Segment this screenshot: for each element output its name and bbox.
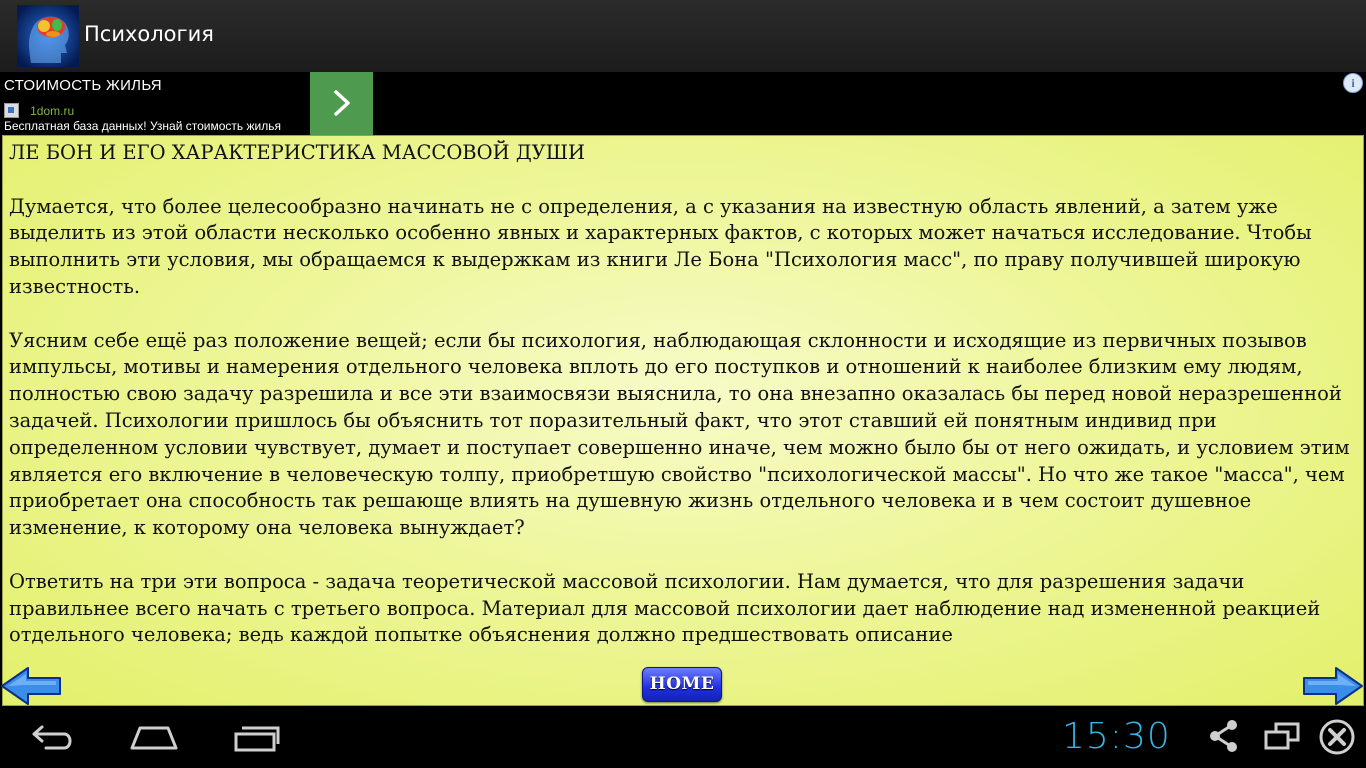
home-button[interactable]: HOME xyxy=(642,667,722,702)
app-title: Психология xyxy=(84,22,214,46)
ad-domain[interactable]: 1dom.ru xyxy=(30,103,75,118)
prev-page-button[interactable] xyxy=(0,666,62,706)
close-icon[interactable] xyxy=(1318,718,1356,760)
article-paragraph: Думается, что более целесообразно начинать не с определения, а с указания на известную область явлений, а затем уже выделить из этой области несколько особенно явных и характерных фактов, с которых может начаться исследование. Чтобы выполнить эти условия, мы обращаемся к выдержкам из книги Ле Бона "Психология масс", по праву получившей широкую известность. xyxy=(9,194,1312,298)
system-navigation-bar xyxy=(0,706,1366,768)
arrow-right-icon xyxy=(1302,666,1364,706)
ad-open-button[interactable] xyxy=(310,72,373,135)
ad-description[interactable]: Бесплатная база данных! Узнай стоимость жилья xyxy=(4,119,281,133)
arrow-left-icon xyxy=(0,666,62,706)
article-content[interactable] xyxy=(2,135,1364,706)
window-icon[interactable] xyxy=(1262,718,1302,758)
article-paragraph: Уясним себе ещё раз положение вещей; если бы психология, наблюдающая склонности и исходящие из первичных позывов импульсы, мотивы и намерения отдельного человека вплоть до его поступков и отношений к наиболее близким ему людям, полностью свою задачу разрешила и все эти взаимосвязи выяснила, то она внезапно оказалась бы перед новой неразрешенной задачей. Психологии пришлось бы объяснить тот поразительный факт, что этот ставший ей понятным индивид при определенном условии чувствует, думает и поступает совершенно иначе, чем можно было бы от него ожидать, и условием этим является его включение в человеческую толпу, приобретшую свойство "психологической массы". Но что же такое "масса", чем приобретает она способность так решающе влиять на душевную жизнь отдельного человека и в чем состоит душевное изменение, к которому она человека вынуждает? xyxy=(9,328,1350,540)
clock: 15:30 xyxy=(1062,716,1171,757)
chevron-right-icon xyxy=(328,88,356,118)
ad-domain-row[interactable] xyxy=(4,100,74,116)
home-icon[interactable] xyxy=(128,720,180,760)
article-paragraph: Ответить на три эти вопроса - задача теоретической массовой психологии. Нам думается, что для разрешения задачи правильнее всего начать с третьего вопроса. Материал для массовой психологии дает наблюдение над измененной реакцией отдельного человека; ведь каждой попытке объяснения должно предшествовать описание xyxy=(9,569,1321,647)
brain-head-icon[interactable] xyxy=(17,5,79,67)
favicon-icon xyxy=(4,103,19,118)
ad-banner[interactable] xyxy=(0,72,1366,135)
ad-title[interactable]: СТОИМОСТЬ ЖИЛЬЯ xyxy=(4,77,162,94)
ad-info-icon[interactable]: i xyxy=(1343,73,1363,93)
action-bar xyxy=(0,0,1366,73)
article-heading: ЛЕ БОН И ЕГО ХАРАКТЕРИСТИКА МАССОВОЙ ДУШИ xyxy=(9,141,586,164)
article-text xyxy=(9,140,1359,664)
share-icon[interactable] xyxy=(1206,718,1242,758)
back-icon[interactable] xyxy=(28,720,76,760)
next-page-button[interactable] xyxy=(1302,666,1364,706)
recent-apps-icon[interactable] xyxy=(232,720,284,760)
